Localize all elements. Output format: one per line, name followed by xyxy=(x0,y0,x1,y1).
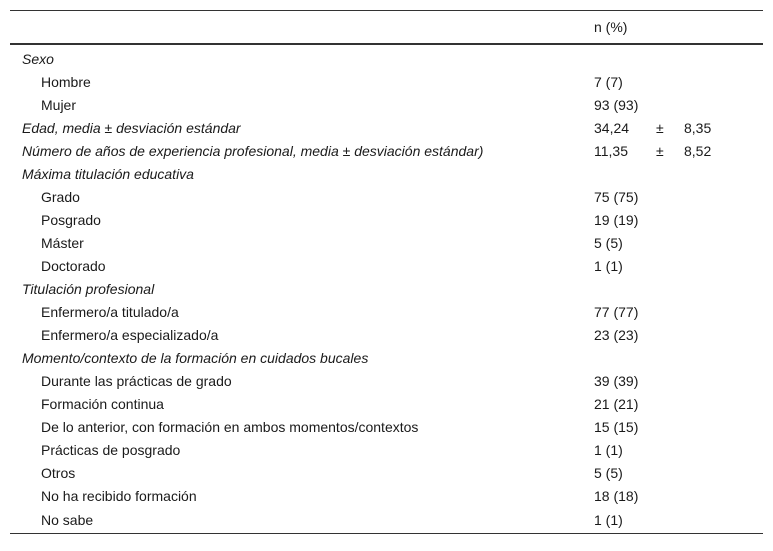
table-row xyxy=(10,93,763,116)
table-row xyxy=(10,231,763,254)
table-body xyxy=(10,44,763,534)
table-row xyxy=(10,507,763,534)
mean-sd-group xyxy=(594,143,711,159)
table-row xyxy=(10,461,763,484)
table-row xyxy=(10,208,763,231)
table-row xyxy=(10,438,763,461)
row-label: No sabe xyxy=(10,507,592,534)
row-category-label: Máxima titulación educativa xyxy=(22,165,194,182)
row-category-label: Titulación profesional xyxy=(22,280,155,297)
row-label: De lo anterior, con formación en ambos momentos/contextos xyxy=(41,418,419,435)
table-row xyxy=(10,185,763,208)
sd-value: 8,35 xyxy=(684,119,712,136)
row-label: Durante las prácticas de grado xyxy=(41,372,232,389)
header-label xyxy=(10,11,592,45)
row-category-label: Edad, media ± desviación estándar xyxy=(22,119,241,136)
row-value: 39 (39) xyxy=(594,372,639,389)
row-value: 1 (1) xyxy=(594,441,623,458)
table-row xyxy=(10,254,763,277)
row-label: No ha recibido formación xyxy=(41,487,197,504)
row-label: Doctorado xyxy=(41,257,106,274)
row-value xyxy=(592,277,763,300)
table-row xyxy=(10,44,763,70)
row-label: Mujer xyxy=(41,96,77,113)
sd-value: 8,52 xyxy=(684,142,712,159)
table-row xyxy=(10,277,763,300)
table-row xyxy=(10,392,763,415)
row-value: 77 (77) xyxy=(594,303,639,320)
row-value: 1 (1) xyxy=(594,257,623,274)
header-value: n (%) xyxy=(592,11,763,45)
row-value: 19 (19) xyxy=(594,211,639,228)
row-value: 7 (7) xyxy=(594,73,623,90)
row-value: 75 (75) xyxy=(594,188,639,205)
row-label: Grado xyxy=(41,188,80,205)
table-row xyxy=(10,300,763,323)
row-label: Hombre xyxy=(41,73,91,90)
row-category-label: Sexo xyxy=(22,50,54,67)
row-value: 5 (5) xyxy=(594,464,623,481)
row-label: Enfermero/a titulado/a xyxy=(41,303,179,320)
row-value xyxy=(592,44,763,70)
row-value: 21 (21) xyxy=(594,395,639,412)
plus-minus-sign: ± xyxy=(656,142,664,159)
mean-sd-group xyxy=(594,120,711,136)
table-row xyxy=(10,484,763,507)
row-label: Posgrado xyxy=(41,211,101,228)
table-row xyxy=(10,162,763,185)
row-value: 5 (5) xyxy=(594,234,623,251)
row-value: 93 (93) xyxy=(594,96,639,113)
row-value-mean-sd xyxy=(592,116,763,139)
mean-value: 34,24 xyxy=(594,119,630,136)
row-value-mean-sd xyxy=(592,139,763,162)
row-label: Enfermero/a especializado/a xyxy=(41,326,219,343)
row-value xyxy=(592,162,763,185)
row-value: 1 (1) xyxy=(592,507,763,534)
row-label: Máster xyxy=(41,234,84,251)
table-row xyxy=(10,139,763,162)
table-row xyxy=(10,346,763,369)
row-label: Prácticas de posgrado xyxy=(41,441,181,458)
row-value: 15 (15) xyxy=(594,418,639,435)
table-container xyxy=(10,10,763,534)
row-label: Otros xyxy=(41,464,76,481)
table-row xyxy=(10,323,763,346)
table-row xyxy=(10,369,763,392)
row-category-label: Momento/contexto de la formación en cuidados bucales xyxy=(22,349,369,366)
table-header xyxy=(10,11,763,45)
row-value: 23 (23) xyxy=(594,326,639,343)
mean-value: 11,35 xyxy=(594,142,628,159)
header-row xyxy=(10,11,763,45)
plus-minus-sign: ± xyxy=(656,119,664,136)
row-value: 18 (18) xyxy=(594,487,639,504)
row-label: Formación continua xyxy=(41,395,164,412)
table-row xyxy=(10,116,763,139)
data-table xyxy=(10,10,763,534)
table-row xyxy=(10,70,763,93)
row-category-label: Número de años de experiencia profesional, media ± desviación estándar) xyxy=(22,142,484,159)
row-value xyxy=(592,346,763,369)
table-row xyxy=(10,415,763,438)
